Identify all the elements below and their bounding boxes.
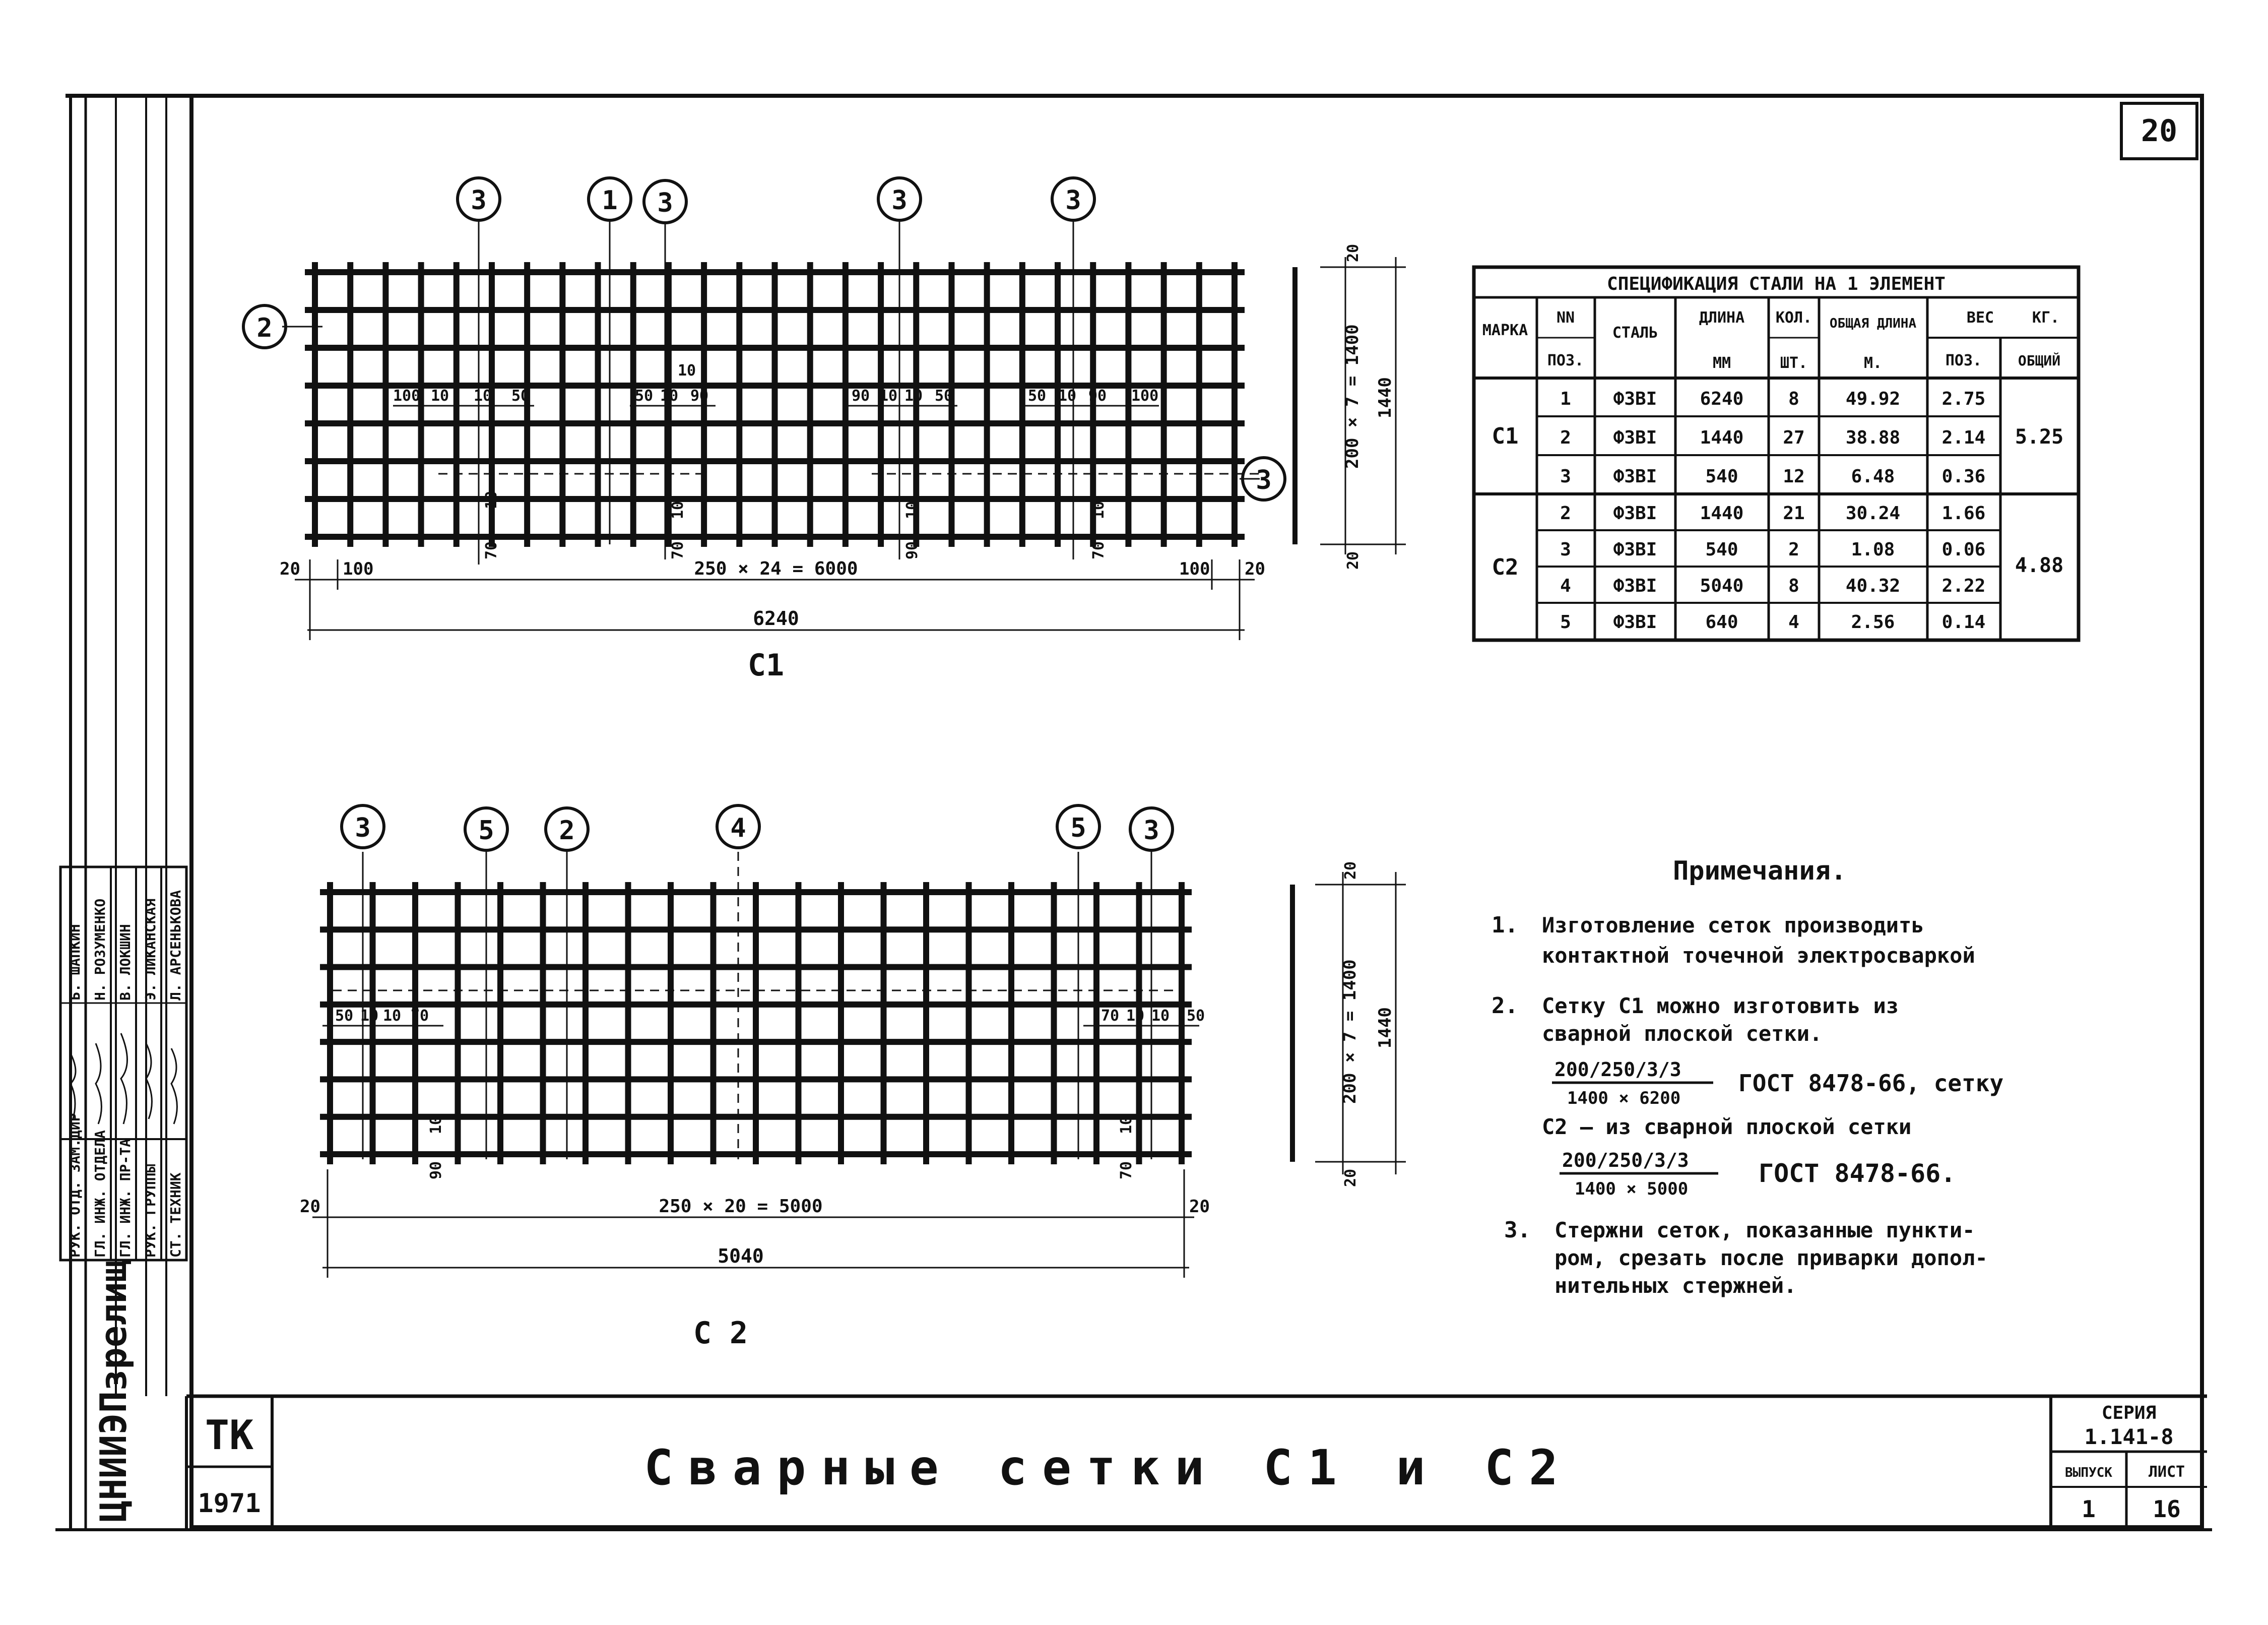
c1-marker-label: 3 xyxy=(1256,465,1272,495)
c1-dim-span: 250 × 24 = 6000 xyxy=(694,558,858,579)
spec-header-mm: ММ xyxy=(1712,354,1731,372)
c1-small-dim: 100 xyxy=(393,387,421,405)
note-number: 3. xyxy=(1504,1217,1531,1243)
note-number: 1. xyxy=(1492,912,1518,938)
c2-marker-label: 4 xyxy=(730,813,746,843)
cell-weight: 0.06 xyxy=(1941,539,1986,560)
c2-dim-left: 20 xyxy=(300,1197,320,1217)
c1-marker-label: 2 xyxy=(256,313,273,343)
c2-dim-span: 250 × 20 = 5000 xyxy=(659,1196,823,1217)
table-row xyxy=(1560,503,1985,524)
c1-bottom-dim: 70 xyxy=(669,541,687,559)
cell-tlen: 30.24 xyxy=(1845,503,1901,524)
note-text: ром, срезать после приварки допол- xyxy=(1554,1245,1988,1270)
spec-header-steel: СТАЛЬ xyxy=(1612,324,1658,342)
cell-pos: 2 xyxy=(1560,503,1571,524)
c1-small-dim: 10 xyxy=(879,387,898,405)
spec-group-c1 xyxy=(1492,389,2064,487)
c2-small-dim: 70 xyxy=(1101,1007,1120,1025)
c1-small-dim: 90 xyxy=(852,387,870,405)
cell-pos: 3 xyxy=(1560,539,1571,560)
cell-tlen: 1.08 xyxy=(1851,539,1895,560)
stamp-role-2: ГЛ. ИНЖ. ОТДЕЛА xyxy=(92,1130,108,1258)
cell-weight: 0.14 xyxy=(1941,612,1986,633)
signature-2 xyxy=(96,1043,101,1124)
c1-marker-label: 3 xyxy=(471,185,487,216)
c2-dim-h-top: 20 xyxy=(1342,861,1359,880)
cell-qty: 8 xyxy=(1788,576,1799,596)
c2-dim-total: 5040 xyxy=(718,1245,764,1267)
cell-qty: 8 xyxy=(1788,389,1799,409)
cell-weight: 2.14 xyxy=(1941,427,1986,448)
c2-marker-label: 2 xyxy=(559,816,575,846)
stamp-name-1: Б. ШАПКИН xyxy=(67,924,83,1001)
table-row xyxy=(1560,389,1985,409)
c1-small-dim: 10 xyxy=(431,387,449,405)
table-row xyxy=(1560,466,1985,487)
cell-weight: 2.22 xyxy=(1941,576,1986,596)
c1-small-dim: 10 xyxy=(678,362,696,380)
c1-small-dim: 10 xyxy=(474,387,492,405)
mesh-c2-grid xyxy=(320,882,1192,1164)
cell-tlen: 38.88 xyxy=(1845,427,1901,448)
spec-header-mark: МАРКА xyxy=(1482,322,1528,339)
c2-bottom-dim: 70 xyxy=(1118,1161,1135,1179)
c2-small-dim: 50 xyxy=(335,1007,354,1025)
c2-marker-label: 3 xyxy=(1143,816,1159,846)
c2-dim-height: 1440 xyxy=(1375,1007,1395,1048)
c1-small-dim: 10 xyxy=(660,387,679,405)
c1-height-dimension xyxy=(1295,244,1406,570)
c2-small-dim: 10 xyxy=(360,1007,379,1025)
cell-steel: Ф3ВI xyxy=(1613,503,1657,524)
note-fraction-den: 1400 × 5000 xyxy=(1575,1179,1689,1199)
c2-bottom-dim: 90 xyxy=(427,1161,445,1179)
c1-bottom-dim: 90 xyxy=(903,541,921,559)
year-label: 1971 xyxy=(198,1488,261,1519)
stamp-role-3: ГЛ. ИНЖ. ПР-ТА xyxy=(117,1138,134,1258)
spec-header-w-pos: ПОЗ. xyxy=(1945,352,1982,369)
c1-small-dim: 10 xyxy=(904,387,923,405)
issue-label: ВЫПУСК xyxy=(2065,1465,2112,1480)
sheet-label: ЛИСТ xyxy=(2148,1463,2185,1481)
c1-dim-right: 100 xyxy=(1179,559,1210,579)
cell-steel: Ф3ВI xyxy=(1613,539,1657,560)
c1-bottom-dim: 10 xyxy=(483,490,500,509)
note-text: Изготовление сеток производить xyxy=(1542,913,1924,938)
notes-title: Примечания. xyxy=(1673,856,1847,886)
c2-small-dim: 10 xyxy=(383,1007,402,1025)
note-number: 2. xyxy=(1492,993,1518,1019)
table-row xyxy=(1560,576,1985,596)
c2-dim-height-span: 200 × 7 = 1400 xyxy=(1340,959,1360,1104)
sheet-no: 16 xyxy=(2153,1495,2181,1523)
signature-3 xyxy=(121,1033,127,1124)
c2-marker-label: 3 xyxy=(355,813,371,843)
cell-len: 1440 xyxy=(1700,503,1744,524)
c2-bottom-dim: 10 xyxy=(427,1115,445,1134)
c2-small-dim: 10 xyxy=(1151,1007,1170,1025)
steel-spec-table xyxy=(1474,267,2079,640)
cell-weight: 1.66 xyxy=(1941,503,1986,524)
spec-header-length: ДЛИНА xyxy=(1699,309,1745,327)
c1-small-dim: 100 xyxy=(1131,387,1159,405)
c1-small-dim: 50 xyxy=(511,387,530,405)
left-stamp xyxy=(60,867,186,1260)
cell-weight: 0.36 xyxy=(1941,466,1986,487)
spec-title: СПЕЦИФИКАЦИЯ СТАЛИ НА 1 ЭЛЕМЕНТ xyxy=(1607,274,1946,294)
spec-group-c2 xyxy=(1492,503,2064,633)
stamp-role-1: РУК. ОТД. ЗАМ.ДИР xyxy=(67,1113,83,1258)
c1-small-dim: 50 xyxy=(935,387,953,405)
stamp-role-4: РУК. ГРУППЫ xyxy=(142,1164,159,1258)
stamp-name-2: Н. РОЗУМЕНКО xyxy=(92,898,108,1001)
cell-weight: 2.75 xyxy=(1941,389,1986,409)
table-row xyxy=(1560,539,1985,560)
stamp-name-3: В. ЛОКШИН xyxy=(117,924,134,1001)
sheet-number-box xyxy=(2121,103,2197,159)
note-text: сварной плоской сетки. xyxy=(1542,1021,1823,1046)
cell-pos: 1 xyxy=(1560,389,1571,409)
cell-tlen: 49.92 xyxy=(1845,389,1901,409)
c2-marker-label: 5 xyxy=(1070,813,1086,843)
c1-caption: С1 xyxy=(747,648,785,683)
cell-steel: Ф3ВI xyxy=(1613,466,1657,487)
series-label: СЕРИЯ xyxy=(2101,1403,2157,1423)
cell-pos: 3 xyxy=(1560,466,1571,487)
signature-5 xyxy=(171,1048,177,1124)
c2-dim-right: 20 xyxy=(1189,1197,1210,1217)
c1-dimension-chain xyxy=(280,558,1265,683)
cell-len: 5040 xyxy=(1700,576,1744,596)
c1-dim-h-top: 20 xyxy=(1344,243,1362,262)
cell-qty: 21 xyxy=(1783,503,1805,524)
spec-total: 5.25 xyxy=(2015,425,2064,449)
cell-len: 6240 xyxy=(1700,389,1744,409)
c1-marker-label: 3 xyxy=(891,185,908,216)
cell-len: 1440 xyxy=(1700,427,1744,448)
c1-dim-left2: 100 xyxy=(343,559,374,579)
cell-tlen: 40.32 xyxy=(1845,576,1901,596)
cell-qty: 27 xyxy=(1783,427,1805,448)
notes xyxy=(1492,856,2003,1298)
note-text: нительных стержней. xyxy=(1554,1273,1797,1298)
c2-small-dim: 50 xyxy=(1187,1007,1205,1025)
table-row xyxy=(1560,427,1985,448)
title-block xyxy=(186,1396,2207,1530)
c2-height-dimension xyxy=(1292,861,1406,1187)
stamp-role-5: СТ. ТЕХНИК xyxy=(167,1172,184,1258)
cell-steel: Ф3ВI xyxy=(1613,612,1657,633)
organization-name: ЦНИИЭПзрелищ xyxy=(92,1260,135,1522)
c1-bottom-dim: 10 xyxy=(1090,501,1108,519)
stamp-name-5: Л. АРСЕНЬКОВА xyxy=(167,890,184,1001)
c2-dimension-chain xyxy=(300,1169,1210,1351)
c1-bottom-dim: 10 xyxy=(669,501,687,519)
c1-bottom-dim: 70 xyxy=(483,541,500,559)
c1-dim-left: 20 xyxy=(280,559,300,579)
note-fraction-num: 200/250/3/3 xyxy=(1554,1058,1681,1081)
c1-dim-height-span: 200 × 7 = 1400 xyxy=(1342,324,1363,469)
cell-steel: Ф3ВI xyxy=(1613,427,1657,448)
sheet-title: Сварные сетки С1 и С2 xyxy=(644,1440,1573,1496)
c1-dim-total: 6240 xyxy=(753,607,799,630)
c1-small-dim: 90 xyxy=(1088,387,1107,405)
mesh-c2 xyxy=(320,852,1192,1164)
spec-header-pos: ПОЗ. xyxy=(1547,352,1584,369)
note-text: ГОСТ 8478-66, сетку xyxy=(1738,1070,2004,1097)
spec-header-qty: КОЛ. xyxy=(1775,309,1812,327)
c1-marker-label: 3 xyxy=(657,188,673,218)
c2-small-dim: 70 xyxy=(411,1007,429,1025)
c2-caption: С 2 xyxy=(693,1316,748,1351)
c1-small-dim: 50 xyxy=(1028,387,1047,405)
cell-tlen: 6.48 xyxy=(1851,466,1895,487)
note-text: С2 — из сварной плоской сетки xyxy=(1542,1114,1912,1139)
spec-mark: С1 xyxy=(1492,423,1519,449)
note-text: Стержни сеток, показанные пункти- xyxy=(1554,1218,1975,1242)
issue-value: 1 xyxy=(2082,1495,2096,1523)
series-value: 1.141-8 xyxy=(2084,1424,2174,1449)
spec-header-weight: ВЕС xyxy=(1966,309,1994,327)
cell-qty: 2 xyxy=(1788,539,1799,560)
cell-pos: 4 xyxy=(1560,576,1571,596)
sheet-number: 20 xyxy=(2141,113,2178,149)
spec-header-pcs: ШТ. xyxy=(1780,354,1808,372)
cell-len: 540 xyxy=(1705,466,1738,487)
spec-header-total-len: ОБЩАЯ ДЛИНА xyxy=(1829,316,1917,331)
c2-dim-h-bot: 20 xyxy=(1342,1168,1359,1187)
cell-qty: 4 xyxy=(1788,612,1799,633)
c1-dim-h-bot: 20 xyxy=(1344,551,1362,570)
note-text: контактной точечной электросваркой xyxy=(1542,943,1975,968)
c1-bottom-dim: 10 xyxy=(903,501,921,519)
note-text: ГОСТ 8478-66. xyxy=(1759,1159,1956,1188)
cell-pos: 5 xyxy=(1560,612,1571,633)
c1-marker-label: 3 xyxy=(1065,185,1081,216)
c1-bottom-dim: 70 xyxy=(1090,541,1108,559)
cell-qty: 12 xyxy=(1783,466,1805,487)
cell-tlen: 2.56 xyxy=(1851,612,1895,633)
c2-bottom-dim: 10 xyxy=(1118,1115,1135,1134)
c2-marker-label: 5 xyxy=(478,816,494,846)
c1-dim-right2: 20 xyxy=(1245,559,1265,579)
c1-marker-label: 1 xyxy=(602,185,618,216)
c1-small-dim: 10 xyxy=(1058,387,1077,405)
note-fraction-num: 200/250/3/3 xyxy=(1562,1149,1689,1171)
mesh-c1 xyxy=(282,222,1260,565)
spec-header-nn: NN xyxy=(1556,309,1575,327)
spec-header-m: М. xyxy=(1863,354,1883,372)
spec-mark: С2 xyxy=(1492,554,1519,580)
tk-label: ТК xyxy=(205,1412,254,1459)
cell-steel: Ф3ВI xyxy=(1613,389,1657,409)
note-text: Сетку С1 можно изготовить из xyxy=(1542,993,1899,1018)
c2-small-dim: 10 xyxy=(1126,1007,1145,1025)
note-fraction-den: 1400 × 6200 xyxy=(1567,1088,1681,1108)
spec-header-w-total: ОБЩИЙ xyxy=(2018,352,2061,369)
spec-header-kg: КГ. xyxy=(2032,309,2060,327)
stamp-name-4: Э. ЛИКАНСКАЯ xyxy=(142,898,159,1001)
cell-len: 540 xyxy=(1705,539,1738,560)
c1-small-dim: 90 xyxy=(690,387,709,405)
c1-dim-height: 1440 xyxy=(1375,377,1395,418)
c2-position-markers xyxy=(342,805,1173,850)
cell-len: 640 xyxy=(1705,612,1738,633)
cell-steel: Ф3ВI xyxy=(1613,576,1657,596)
c1-small-dim: 50 xyxy=(635,387,654,405)
table-row xyxy=(1560,612,1985,633)
spec-total: 4.88 xyxy=(2015,554,2064,577)
cell-pos: 2 xyxy=(1560,427,1571,448)
